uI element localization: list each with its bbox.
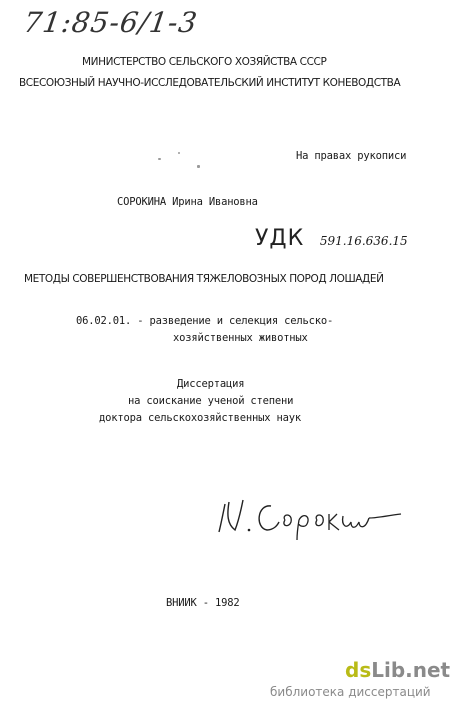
institute-heading: ВСЕСОЮЗНЫЙ НАУЧНО-ИССЛЕДОВАТЕЛЬСКИЙ ИНСТИТУТ КОНЕВОДСТВА — [19, 77, 401, 89]
ministry-heading: МИНИСТЕРСТВО СЕЛЬСКОГО ХОЗЯЙСТВА СССР — [82, 56, 327, 68]
udk-label: УДК — [255, 226, 305, 251]
specialty-line-1: 06.02.01. - разведение и селекция сельско- — [76, 315, 334, 327]
author-name: СОРОКИНА Ирина Ивановна — [117, 196, 258, 208]
scan-speck — [158, 158, 161, 160]
degree-line: на соискание ученой степени — [128, 395, 294, 407]
dslib-subtitle: библиотека диссертаций — [270, 685, 431, 699]
dslib-logo: dsLib.net — [345, 658, 450, 682]
dissertation-title: МЕТОДЫ СОВЕРШЕНСТВОВАНИЯ ТЯЖЕЛОВОЗНЫХ ПОРОД ЛОШАДЕЙ — [24, 273, 384, 285]
scan-speck — [178, 152, 180, 154]
signature — [205, 492, 415, 542]
place-year: ВНИИК - 1982 — [166, 597, 240, 609]
rights-notice: На правах рукописи — [296, 150, 407, 162]
degree-name: доктора сельскохозяйственных наук — [99, 412, 302, 424]
archive-code: 71:85-6/1-3 — [21, 6, 200, 39]
specialty-line-2: хозяйственных животных — [173, 332, 308, 344]
scan-speck — [197, 165, 200, 168]
udk-number: 591.16.636.15 — [319, 234, 408, 248]
dissertation-label: Диссертация — [177, 378, 245, 390]
udk-code — [255, 226, 408, 251]
